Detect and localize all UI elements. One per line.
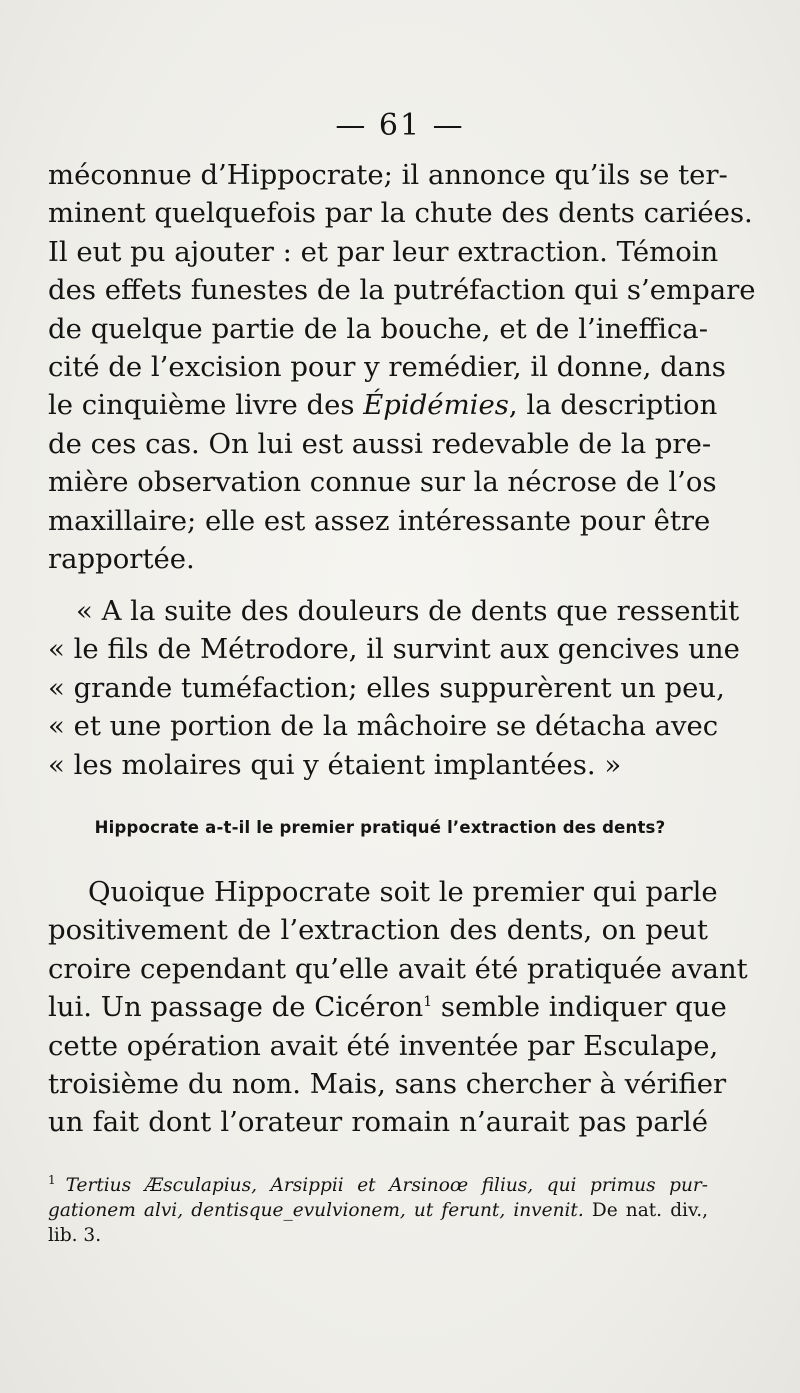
footnote-marker[interactable]: 1 — [423, 994, 433, 1011]
text-line: méconnue d’Hippocrate; il annonce qu’ils se ter- — [48, 159, 728, 191]
text-line: positivement de l’extraction des dents, on peut — [48, 914, 708, 947]
footnote — [48, 1168, 708, 1248]
text-line: minent quelquefois par la chute des dents cariées. — [48, 197, 753, 230]
text-segment: , la description — [508, 389, 718, 422]
italic-title: Épidémies — [363, 389, 509, 422]
quote-line: « grande tuméfaction; elles suppurèrent un peu, — [48, 671, 725, 704]
text-segment: le cinquième livre des — [48, 389, 364, 422]
text-line — [48, 386, 718, 424]
paragraph-extraction — [48, 873, 748, 1142]
text-segment: semble indiquer que — [432, 991, 727, 1024]
text-line: de ces cas. On lui est aussi redevable de la pre- — [48, 427, 712, 460]
footnote-number: 1 — [48, 1173, 56, 1187]
text-segment: lui. Un passage de Cicéron — [48, 991, 424, 1024]
text-line: un fait dont l’orateur romain n’aurait pas parlé — [48, 1106, 708, 1139]
footnote-latin-text: Tertius Æsculapius, Arsippii et Arsinoœ filius, qui primus pur-gationem alvi, dentisque_evulvionem, ut ferunt, invenit. — [48, 1175, 708, 1222]
text-line: Il eut pu ajouter : et par leur extraction. Témoin — [48, 235, 719, 268]
text-line: Quoique Hippocrate soit le premier qui parle — [88, 876, 718, 908]
quote-line: « et une portion de la mâchoire se détacha avec — [48, 710, 719, 743]
text-line: cité de l’excision pour y remédier, il donne, dans — [48, 351, 726, 384]
text-line: mière observation connue sur la nécrose de l’os — [48, 466, 717, 499]
text-line: rapportée. — [48, 543, 195, 576]
text-line: cette opération avait été inventée par Esculape, — [48, 1029, 719, 1062]
page-number: — 61 — — [335, 108, 465, 143]
quote-line: « le fils de Métrodore, il survint aux gencives une — [48, 633, 740, 666]
text-line: maxillaire; elle est assez intéressante pour être — [48, 504, 711, 537]
section-heading: Hippocrate a-t-il le premier pratiqué l’extraction des dents? — [94, 818, 666, 837]
quote-line: « les molaires qui y étaient implantées. » — [48, 748, 622, 781]
paragraph-hippocrates-epidemics — [48, 156, 756, 578]
text-line: croire cependant qu’elle avait été pratiquée avant — [48, 952, 748, 985]
text-line — [48, 988, 727, 1026]
quote-line: « A la suite des douleurs de dents que ressentit — [76, 595, 740, 627]
text-line: de quelque partie de la bouche, et de l’ineffica- — [48, 312, 708, 345]
footnote-reference: De nat. div., lib. 3. — [48, 1200, 708, 1247]
text-line: troisième du nom. Mais, sans chercher à vérifier — [48, 1068, 727, 1101]
text-line: des effets funestes de la putréfaction qui s’empare — [48, 274, 756, 307]
quotation-metrodorus — [48, 592, 740, 784]
